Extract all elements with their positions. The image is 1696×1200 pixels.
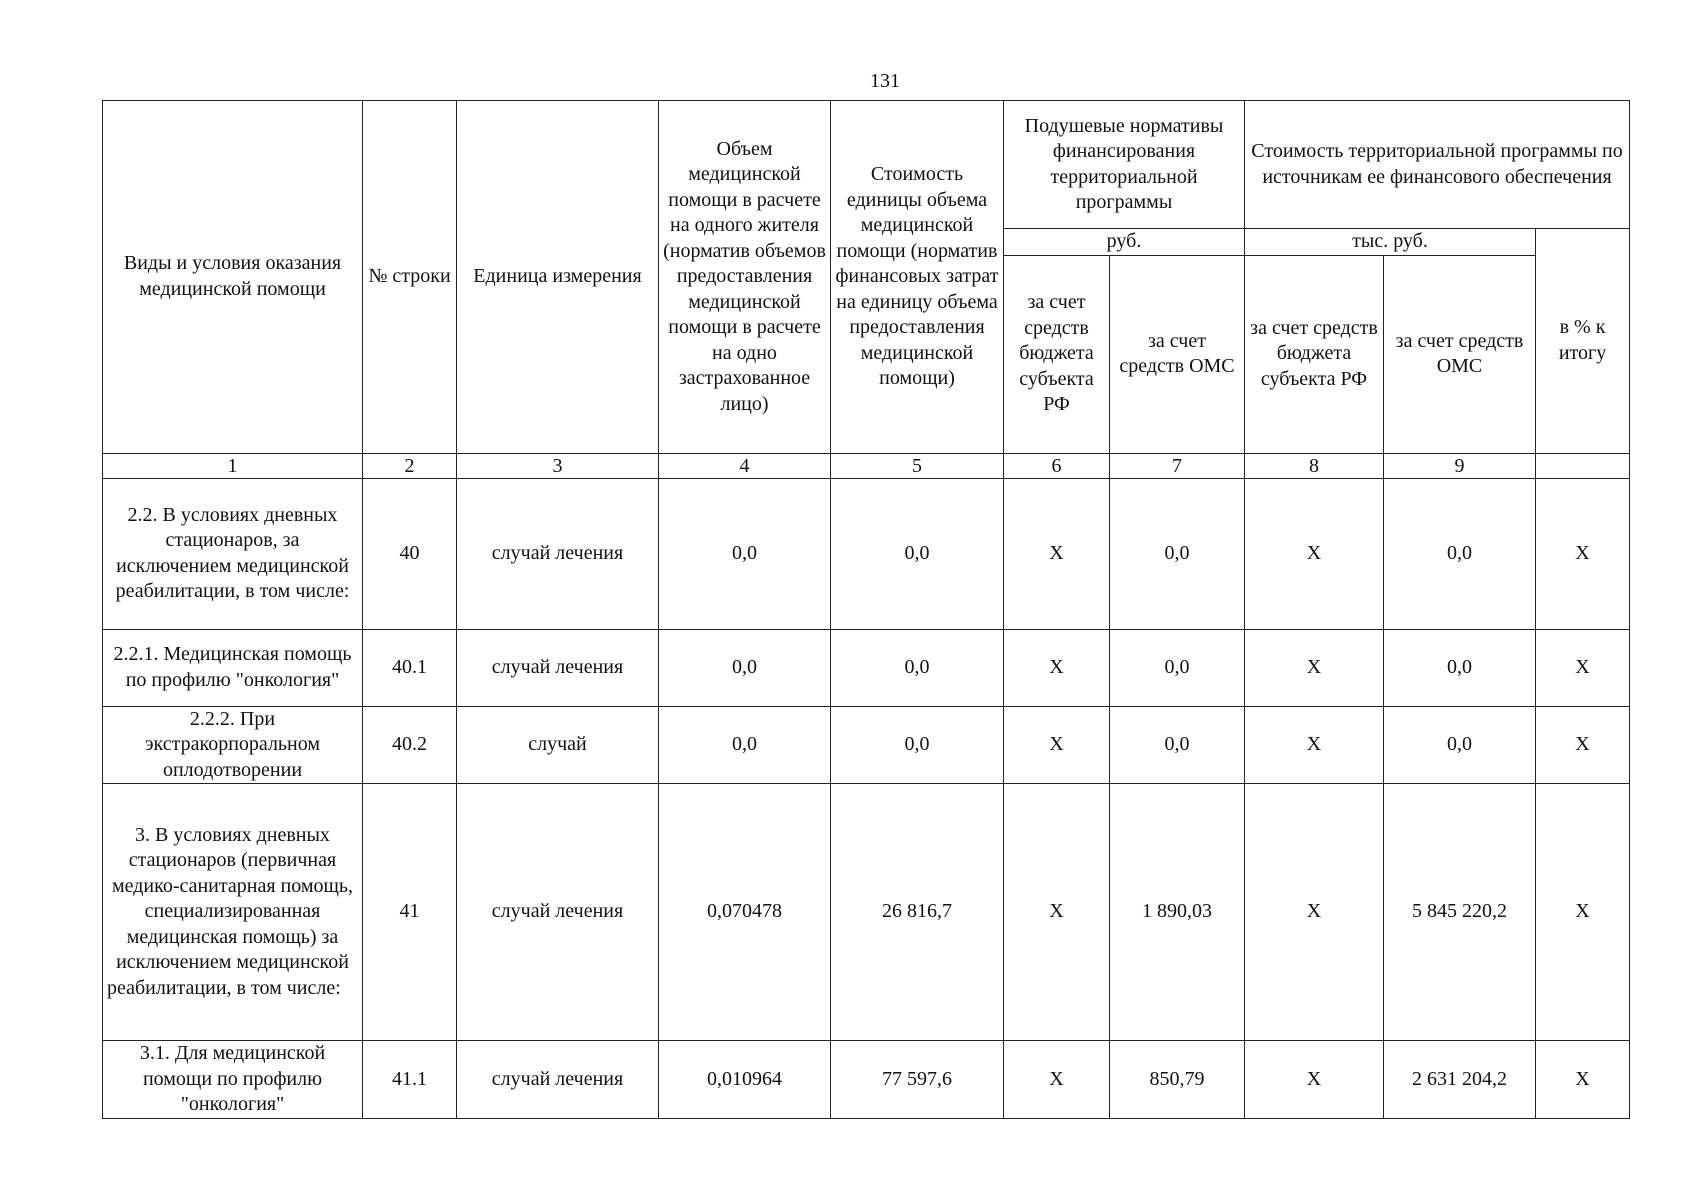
row-budget-per-capita: Х xyxy=(1004,629,1110,706)
row-number: 41 xyxy=(363,784,457,1041)
row-percent: Х xyxy=(1536,629,1630,706)
header-unit: Единица измерения xyxy=(457,101,659,454)
row-budget-total: Х xyxy=(1245,1041,1384,1119)
row-cost: 0,0 xyxy=(831,706,1004,784)
header-unit-thousand-rub: тыс. руб. xyxy=(1245,229,1536,256)
row-budget-per-capita: Х xyxy=(1004,706,1110,784)
header-oms-per-capita: за счет средств ОМС xyxy=(1110,255,1245,453)
header-unit-cost: Стоимость единицы объема медицинской помощи (норматив финансовых затрат на единицу объема предоставления медицинской помощи) xyxy=(831,101,1004,454)
header-budget-per-capita: за счет средств бюджета субъекта РФ xyxy=(1004,255,1110,453)
table-row xyxy=(103,784,1630,1041)
column-number-empty xyxy=(1536,453,1630,478)
row-oms-per-capita: 0,0 xyxy=(1110,629,1245,706)
row-volume: 0,0 xyxy=(659,706,831,784)
row-budget-total: Х xyxy=(1245,784,1384,1041)
row-oms-per-capita: 1 890,03 xyxy=(1110,784,1245,1041)
row-budget-per-capita: Х xyxy=(1004,784,1110,1041)
header-type-of-care: Виды и условия оказания медицинской помощи xyxy=(103,101,363,454)
row-volume: 0,070478 xyxy=(659,784,831,1041)
column-number: 8 xyxy=(1245,453,1384,478)
row-oms-total: 0,0 xyxy=(1384,478,1536,629)
table-row xyxy=(103,1041,1630,1119)
column-number: 6 xyxy=(1004,453,1110,478)
column-number: 4 xyxy=(659,453,831,478)
row-unit: случай лечения xyxy=(457,629,659,706)
row-oms-per-capita: 0,0 xyxy=(1110,706,1245,784)
row-unit: случай xyxy=(457,706,659,784)
row-unit: случай лечения xyxy=(457,478,659,629)
header-volume: Объем медицинской помощи в расчете на одного жителя (норматив объемов предоставления медицинской помощи в расчете на одно застрахованное лицо) xyxy=(659,101,831,454)
row-oms-total: 5 845 220,2 xyxy=(1384,784,1536,1041)
row-cost: 26 816,7 xyxy=(831,784,1004,1041)
row-oms-total: 0,0 xyxy=(1384,706,1536,784)
row-budget-per-capita: Х xyxy=(1004,478,1110,629)
financing-table xyxy=(102,100,1630,1119)
row-budget-per-capita: Х xyxy=(1004,1041,1110,1119)
row-oms-total: 2 631 204,2 xyxy=(1384,1041,1536,1119)
row-label: 3.1. Для медицинской помощи по профилю "онкология" xyxy=(103,1041,363,1119)
page-number: 131 xyxy=(870,70,900,92)
row-percent: Х xyxy=(1536,784,1630,1041)
column-number: 7 xyxy=(1110,453,1245,478)
table-row xyxy=(103,478,1630,629)
header-unit-rub: руб. xyxy=(1004,229,1245,256)
row-volume: 0,0 xyxy=(659,629,831,706)
row-label: 2.2. В условиях дневных стационаров, за исключением медицинской реабилитации, в том числе: xyxy=(103,478,363,629)
row-label: 2.2.2. При экстракорпоральном оплодотворении xyxy=(103,706,363,784)
row-percent: Х xyxy=(1536,706,1630,784)
header-row-number: № строки xyxy=(363,101,457,454)
table-row xyxy=(103,706,1630,784)
row-volume: 0,010964 xyxy=(659,1041,831,1119)
row-volume: 0,0 xyxy=(659,478,831,629)
column-number: 9 xyxy=(1384,453,1536,478)
row-label: 2.2.1. Медицинская помощь по профилю "онкология" xyxy=(103,629,363,706)
row-budget-total: Х xyxy=(1245,478,1384,629)
row-label: 3. В условиях дневных стационаров (первичная медико-санитарная помощь, специализированная медицинская помощь) за исключением медицинской реабилитации, в том числе: xyxy=(103,784,363,1041)
row-number: 41.1 xyxy=(363,1041,457,1119)
row-number: 40.1 xyxy=(363,629,457,706)
row-budget-total: Х xyxy=(1245,706,1384,784)
row-cost: 0,0 xyxy=(831,478,1004,629)
header-oms-total: за счет средств ОМС xyxy=(1384,255,1536,453)
row-cost: 77 597,6 xyxy=(831,1041,1004,1119)
header-program-cost: Стоимость территориальной программы по источникам ее финансового обеспечения xyxy=(1245,101,1630,229)
column-number: 1 xyxy=(103,453,363,478)
column-number: 3 xyxy=(457,453,659,478)
column-number: 2 xyxy=(363,453,457,478)
row-unit: случай лечения xyxy=(457,784,659,1041)
row-cost: 0,0 xyxy=(831,629,1004,706)
column-number-row xyxy=(103,453,1630,478)
header-per-capita: Подушевые нормативы финансирования территориальной программы xyxy=(1004,101,1245,229)
row-oms-per-capita: 850,79 xyxy=(1110,1041,1245,1119)
header-budget-total: за счет средств бюджета субъекта РФ xyxy=(1245,255,1384,453)
column-number: 5 xyxy=(831,453,1004,478)
row-percent: Х xyxy=(1536,1041,1630,1119)
row-unit: случай лечения xyxy=(457,1041,659,1119)
row-oms-total: 0,0 xyxy=(1384,629,1536,706)
table-row xyxy=(103,629,1630,706)
row-number: 40 xyxy=(363,478,457,629)
row-oms-per-capita: 0,0 xyxy=(1110,478,1245,629)
row-percent: Х xyxy=(1536,478,1630,629)
header-percent-total: в % к итогу xyxy=(1536,229,1630,454)
row-budget-total: Х xyxy=(1245,629,1384,706)
row-number: 40.2 xyxy=(363,706,457,784)
